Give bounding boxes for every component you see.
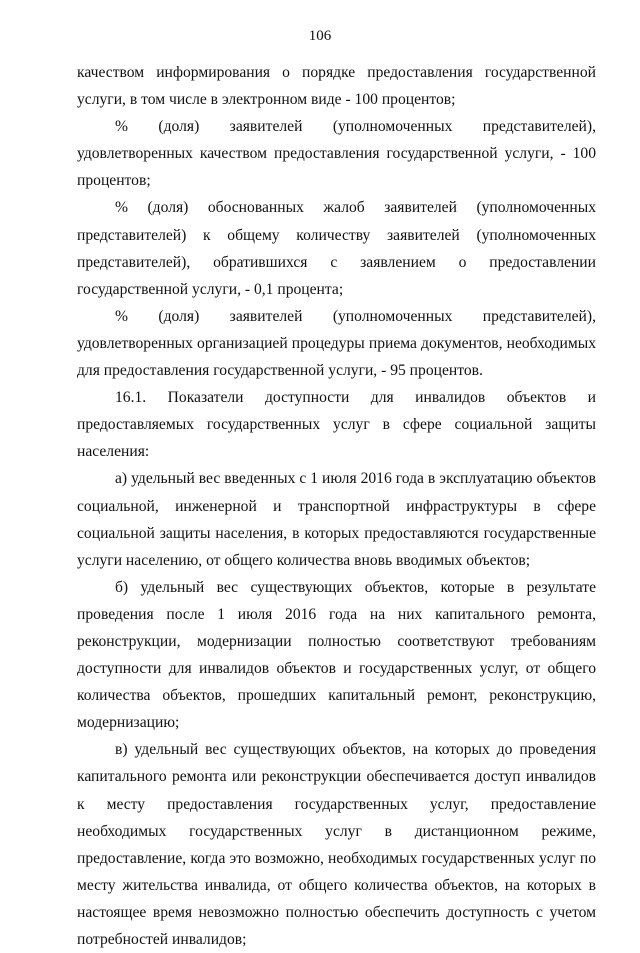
paragraph-item-a: а) удельный вес введенных с 1 июля 2016 года в эксплуатацию объектов социальной, инженерной и транспортной инфраструктуры в сфере социальной защиты населения, в которых предоставляются государственные услуги населению, от общего количества вновь вводимых объектов; <box>77 470 596 569</box>
document-body <box>77 59 596 953</box>
page-number: 106 <box>308 28 332 44</box>
paragraph-satisfaction-quality: % (доля) заявителей (уполномоченных представителей), удовлетворенных качеством предоставления государственной услуги, - 100 процентов; <box>77 118 596 190</box>
paragraph-continuation: качеством информирования о порядке предоставления государственной услуги, в том числе в электронном виде - 100 процентов; <box>77 64 596 109</box>
paragraph-complaints-share: % (доля) обоснованных жалоб заявителей (уполномоченных представителей) к общему количеству заявителей (уполномоченных представителей), обратившихся с заявлением о предоставлении государственной услуги, - 0,1 процента; <box>77 199 596 298</box>
paragraph-document-reception: % (доля) заявителей (уполномоченных представителей), удовлетворенных организацией процедуры приема документов, необходимых для предоставления государственной услуги, - 95 процентов. <box>77 307 596 380</box>
paragraph-section-16-1: 16.1. Показатели доступности для инвалидов объектов и предоставляемых государственных услуг в сфере социальной защиты населения: <box>77 389 596 461</box>
paragraph-item-b: б) удельный вес существующих объектов, которые в результате проведения после 1 июля 2016 года на них капитального ремонта, реконструкции, модернизации полностью соответствуют требованиям доступности для инвалидов объектов и государственных услуг, от общего количества объектов, прошедших капитальный ремонт, реконструкцию, модернизацию; <box>77 578 596 732</box>
paragraph-item-v: в) удельный вес существующих объектов, на которых до проведения капитального ремонта или реконструкции обеспечивается доступ инвалидов к месту предоставления государственных услуг, предоставление необходимых государственных услуг в дистанционном режиме, предоставление, когда это возможно, необходимых государственных услуг по месту жительства инвалида, от общего количества объектов, на которых в настоящее время невозможно полностью обеспечить доступность с учетом потребностей инвалидов; <box>77 741 596 948</box>
